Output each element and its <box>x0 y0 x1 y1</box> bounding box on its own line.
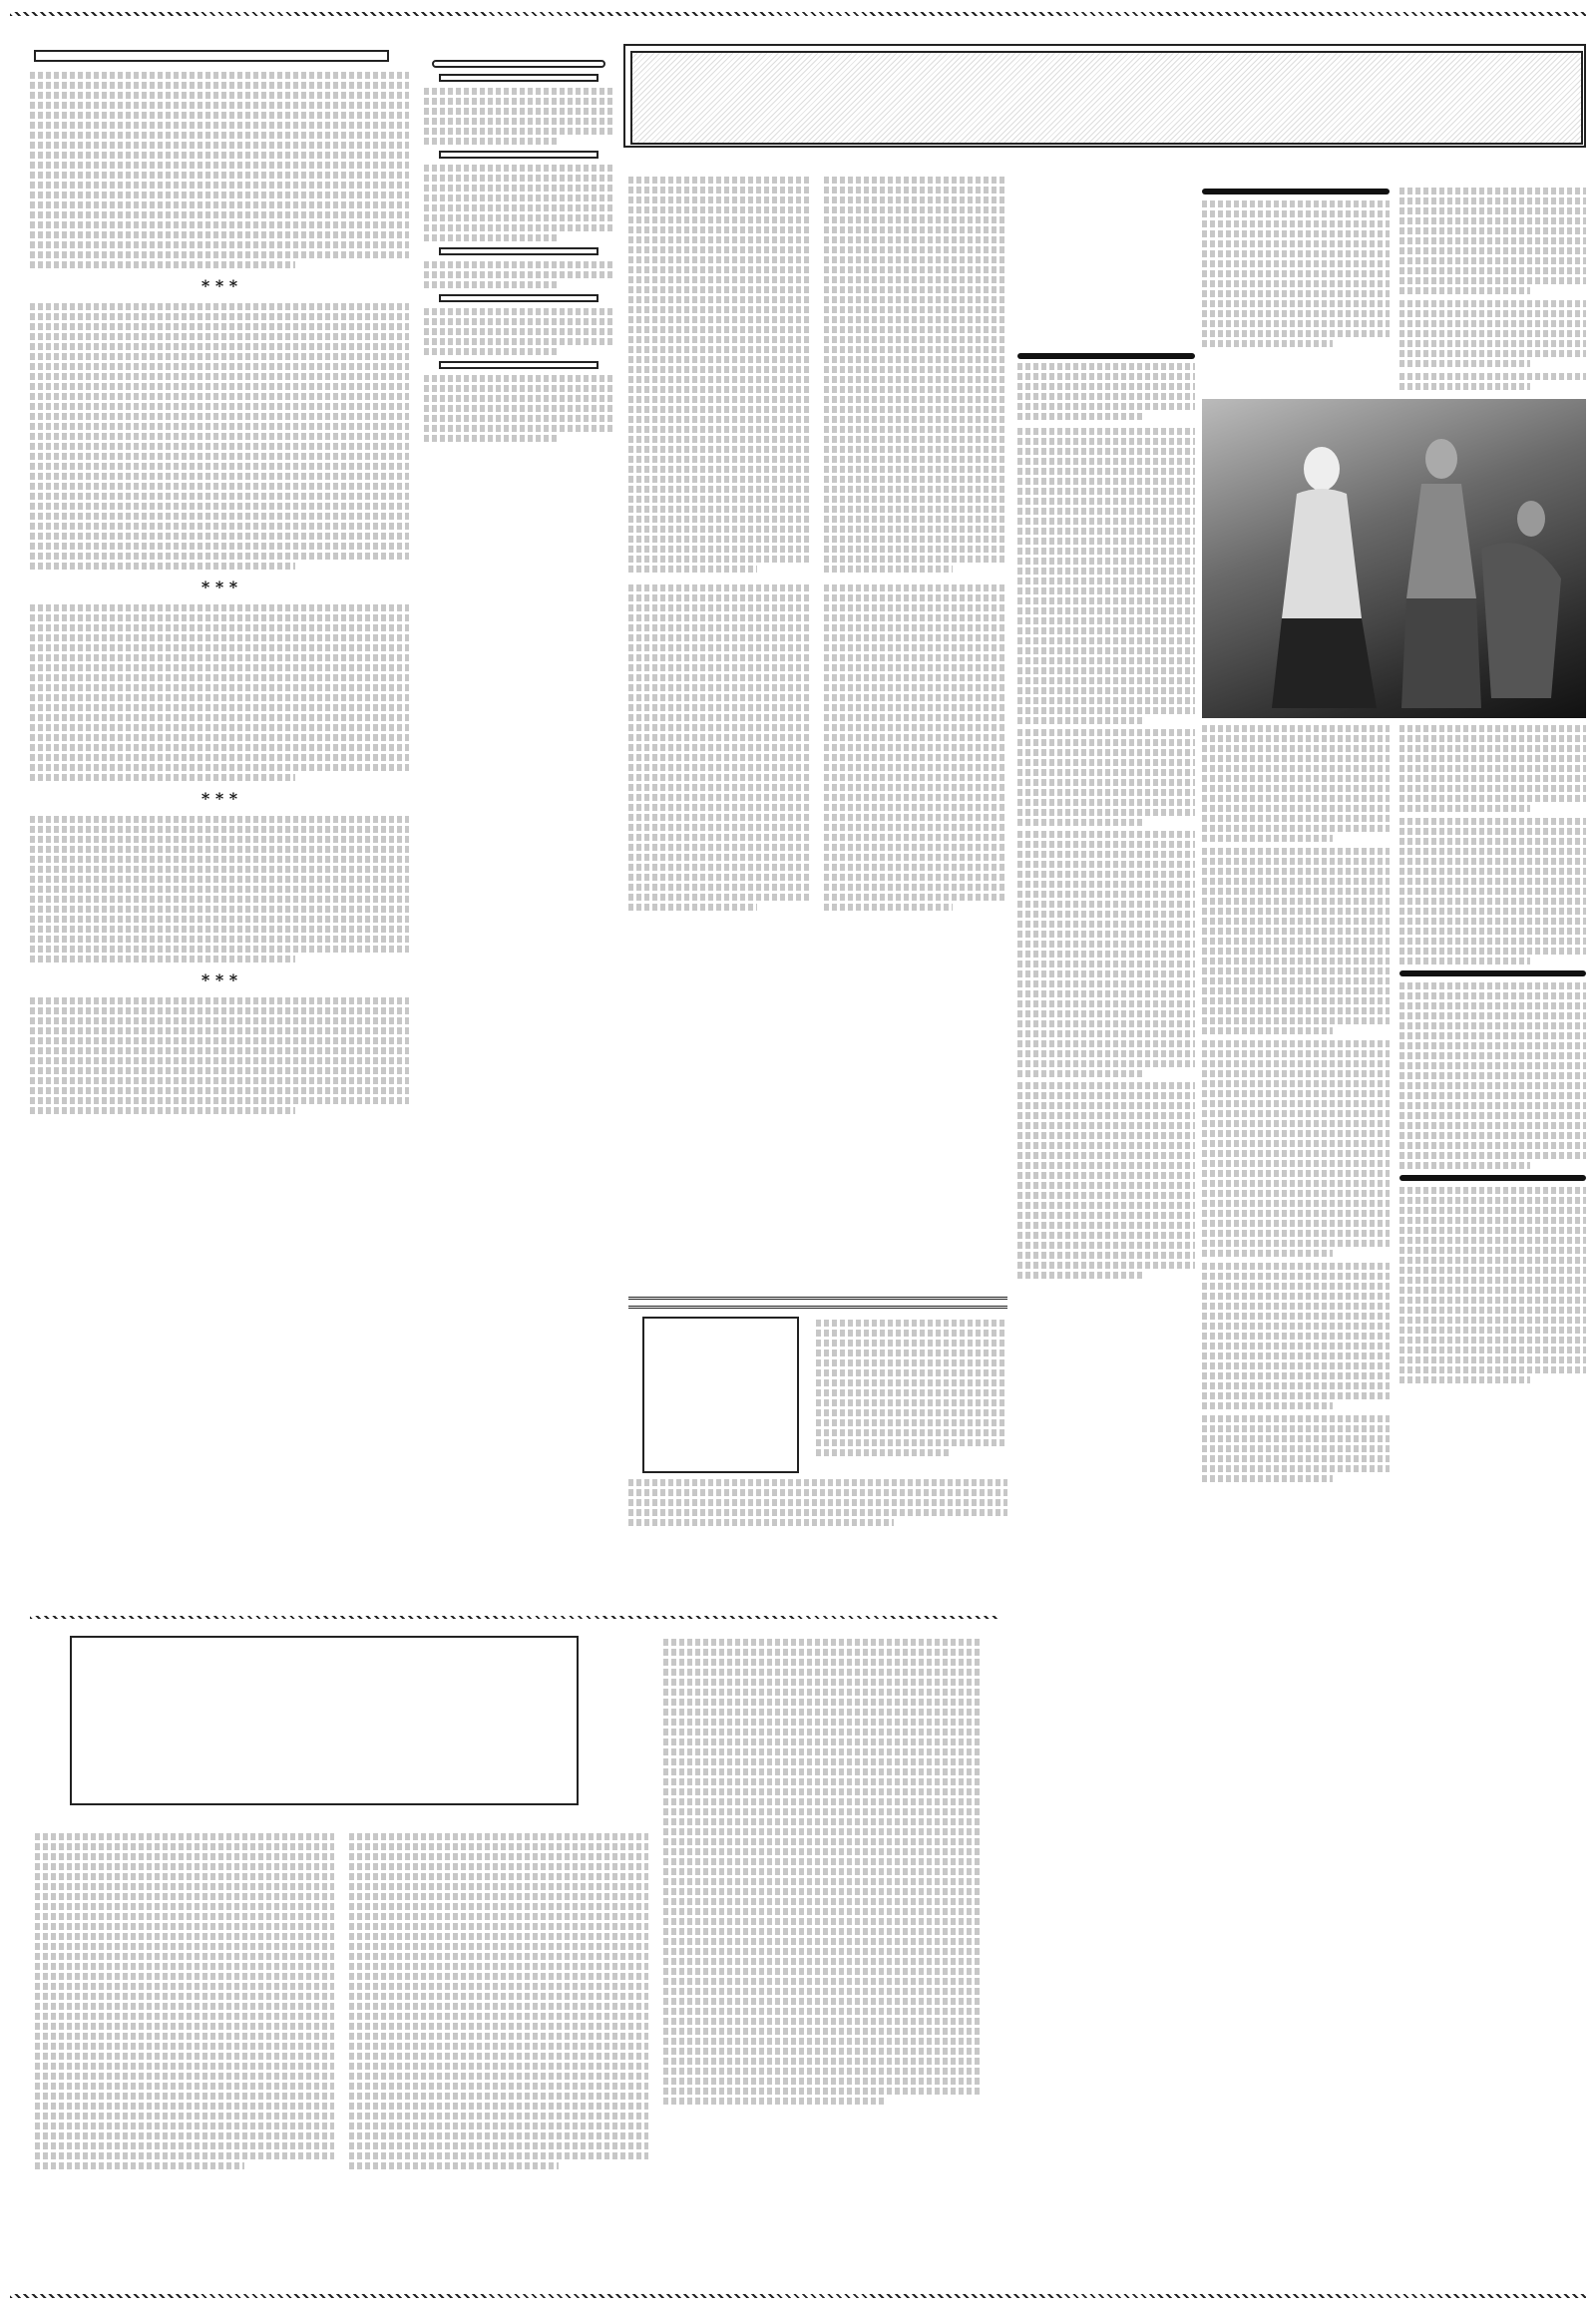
problem-header <box>439 294 598 302</box>
masthead-column <box>424 60 613 1456</box>
arts-section <box>1202 165 1586 2269</box>
date-box <box>1017 175 1189 344</box>
listings-column <box>1017 349 1195 1676</box>
banner-inner <box>630 51 1583 145</box>
column-body-text: * * * * * * * * * * * * <box>30 72 409 1114</box>
poems-header <box>439 74 598 82</box>
crossword-row-numbers <box>628 1317 642 1473</box>
masthead-box <box>424 60 613 68</box>
serial-story <box>30 1616 998 2274</box>
crossword <box>628 1297 1007 1626</box>
theaters-header <box>1017 353 1195 359</box>
masthead-logo <box>432 60 605 68</box>
thessaloniki-column <box>30 40 409 1456</box>
anecdote-header <box>439 151 598 159</box>
philosophy-header <box>439 247 598 255</box>
top-border <box>10 12 1586 16</box>
feature-article <box>628 160 1007 1277</box>
stage-figures <box>1202 399 1586 718</box>
concerts-header <box>1399 1175 1587 1181</box>
banner <box>623 44 1586 148</box>
taxi-phones-header <box>439 361 598 369</box>
exhibitions-header <box>1399 970 1587 976</box>
serial-banner <box>70 1636 579 1805</box>
crossword-title <box>628 1297 1007 1309</box>
arts-theater-header <box>1202 189 1390 194</box>
stage-photo <box>1202 399 1586 718</box>
bottom-border <box>10 2294 1586 2298</box>
column-title-box <box>34 50 389 62</box>
crossword-grid <box>642 1317 799 1473</box>
